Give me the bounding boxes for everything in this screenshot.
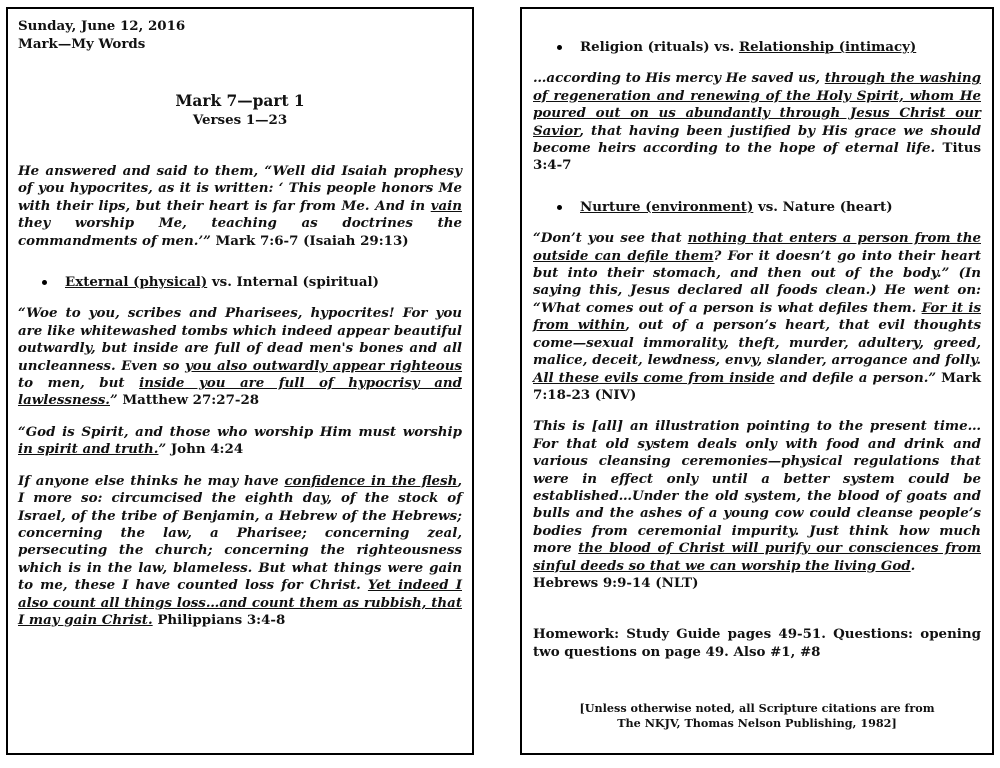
quote-mark-7-6: He answered and said to them, “Well did Isaiah prophesy of you hypocrites, as it is written: ‘ This people honors Me with their lips, but their heart is far from Me. And in vain they worship Me, teaching as doctrines the commandments of men.’” Mark 7:6-7 (Isaiah 29:13) — [18, 163, 462, 249]
quote-mark-7-18: “Don’t you see that nothing that enters a person from the outside can defile them? For it doesn’t go into their heart but into their stomach, and then out of the body.” (In saying this, Jesus declared all foods clean.) He went on: “What comes out of a person is what defiles them. For it is from within, out of a person’s heart, that evil thoughts come—sexual immorality, theft, murder, adultery, greed, malice, deceit, lewdness, envy, slander, arrogance and folly. All these evils come from inside and defile a person.” Mark 7:18-23 (NIV) — [533, 230, 982, 403]
citation: Philippians 3:4-8 — [157, 611, 286, 628]
quote-matthew-23: “Woe to you, scribes and Pharisees, hypocrites! For you are like whitewashed tombs which indeed appear beautiful outwardly, but inside are full of dead men's bones and all uncleanness. Even so you also outwardly appear righteous to men, but inside you are full of hypocrisy and lawlessness.” Matthew 27:27-28 — [18, 305, 462, 409]
lesson-title: Mark 7—part 1 — [175, 92, 305, 110]
citation: Mark 7:18-23 (NIV) — [533, 369, 981, 403]
left-page — [6, 7, 474, 755]
citation: Mark 7:6-7 (Isaiah 29:13) — [215, 232, 409, 249]
date-line: Sunday, June 12, 2016 — [18, 18, 186, 34]
bullet-dot-icon — [42, 280, 47, 285]
right-page — [520, 7, 994, 755]
citation: Titus 3:4-7 — [533, 140, 981, 174]
bullet-religion-relationship: Religion (rituals) vs. Relationship (intimacy) — [533, 39, 981, 56]
scripture-footnote: [Unless otherwise noted, all Scripture citations are from The NKJV, Thomas Nelson Publishing, 1982] — [579, 701, 935, 730]
citation: John 4:24 — [170, 441, 244, 458]
underline-vain: vain — [430, 197, 462, 214]
homework-note: Homework: Study Guide pages 49-51. Questions: opening two questions on page 49. Also #1, #8 — [533, 626, 981, 660]
bullet-nurture-nature: Nurture (environment) vs. Nature (heart) — [533, 199, 981, 216]
bullet-external-internal: External (physical) vs. Internal (spiritual) — [18, 274, 462, 291]
lesson-heading — [18, 91, 462, 129]
quote-hebrews-9: This is [all] an illustration pointing to the present time…For that old system deals only with food and drink and various cleansing ceremonies—physical regulations that were in effect only until a better system could be established…Under the old system, the blood of goats and bulls and the ashes of a young cow could cleanse people’s bodies from ceremonial impurity. Just think how much more the blood of Christ will purify our consciences from sinful deeds so that we can worship the living God. Hebrews 9:9-14 (NLT) — [533, 418, 981, 591]
quote-titus-3: …according to His mercy He saved us, through the washing of regeneration and renewing of the Holy Spirit, whom He poured out on us abundantly through Jesus Christ our Savior, that having been justified by His grace we should become heirs according to the hope of eternal life. Titus 3:4-7 — [533, 70, 981, 174]
citation: Matthew 27:27-28 — [122, 392, 260, 409]
lesson-verses: Verses 1—23 — [192, 112, 288, 128]
series-title: Mark—My Words — [18, 36, 146, 52]
citation: Hebrews 9:9-14 (NLT) — [533, 574, 699, 591]
bullet-dot-icon — [557, 205, 562, 210]
left-page-content — [18, 17, 462, 745]
right-page-content — [533, 39, 981, 745]
quote-john-4-24: “God is Spirit, and those who worship Him must worship in spirit and truth.” John 4:24 — [18, 423, 462, 458]
bullet-dot-icon — [557, 45, 562, 50]
quote-philippians-3: If anyone else thinks he may have confidence in the flesh, I more so: circumcised the eighth day, of the stock of Israel, of the tribe of Benjamin, a Hebrew of the Hebrews; concerning the law, a Pharisee; concerning zeal, persecuting the church; concerning the righteousness which is in the law, blameless. But what things were gain to me, these I have counted loss for Christ. Yet indeed I also count all things loss…and count them as rubbish, that I may gain Christ. Philippians 3:4-8 — [18, 472, 462, 628]
